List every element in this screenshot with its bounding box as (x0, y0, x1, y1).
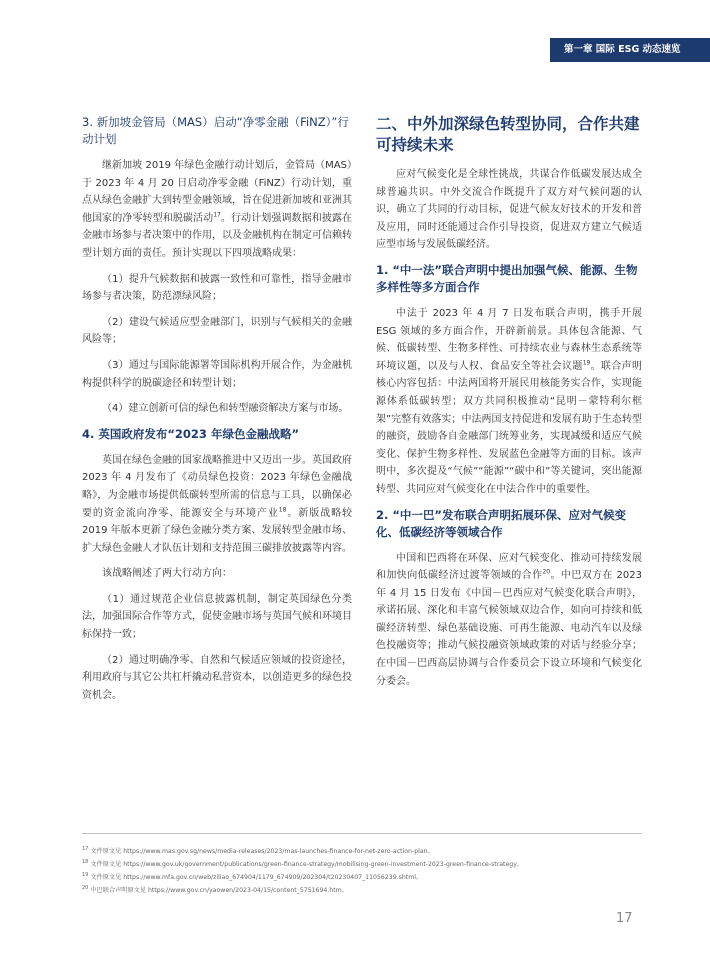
paragraph-uk-intro: 英国在绿色金融的国家战略推进中又迈出一步。英国政府 2023 年 4 月发布了《动员绿色投资：2023 年绿色金融战略》，为金融市场提供低碳转型所需的信息与工具，以确保必要的资金流向净零、能源安全与环境产业$^{18}$。新版战略较 2019 年版本更新了绿色金融分类方案、发展转型金融市场、扩大绿色金融人才队伍计划和支持范围三碳排放披露等内容。 (82, 454, 353, 554)
left-column (82, 114, 352, 712)
chapter-title: 第一章 国际 ESG 动态速览 (564, 44, 681, 55)
section-heading-china-brazil: 2. “中一巴”发布联合声明拓展环保、应对气候变化、低碳经济等领域合作 (376, 507, 626, 539)
section-heading-china-france: 1. “中一法”联合声明中提出加强气候、能源、生物多样性等多方面合作 (376, 262, 638, 294)
footnote-ref: 18 (278, 506, 287, 514)
direction-item-1: （1）通过规范企业信息披露机制，制定英国绿色分类法，加强国际合作等方式，促使金融市场与英国气候和环境目标保持一致； (82, 593, 352, 641)
paragraph-china-brazil: 中国和巴西将在环保、应对气候变化、推动可持续发展和加快向低碳经济过渡等领域的合作$^{20}$。中巴双方在 2023 年 4 月 15 日发布《中国－巴西应对气候变化联合声明》，承诺拓展、深化和丰富气候领域双边合作，如向可持续和低碳经济转型、绿色基础设施、可再生能源、电动汽车以及绿色投融资等；推动气候投融资领域政策的对话与经验分享；在中国－巴西高层协调与合作委员会下设立环境和气候变化分委会。 (376, 552, 642, 687)
paragraph-intro: 应对气候变化是全球性挑战，共谋合作低碳发展达成全球普遍共识。中外交流合作既提升了双方对气候问题的认识，确立了共同的行动目标，促进气候友好技术的开发和普及应用，同时还能通过合作引导投资，促进双方建立气候适应型市场与发展低碳经济。 (376, 169, 642, 251)
paragraph-china-france: 中法于 2023 年 4 月 7 日发布联合声明，携手开展 ESG 领域的多方面合作，开辟新前景。具体包含能源、气候、低碳转型、生物多样性、可持续农业与森林生态系统等环境议题，以及与人权、食品安全等社会议题$^{19}$。联合声明核心内容包括：中法两国将开展民用核能务实合作，实现能源体系低碳转型；双方共同积极推动“昆明－蒙特利尔框架”完整有效落实；中法两国支持促进和发展有助于生态转型的融资，鼓励各自金融部门统筹业务，实现减缓和适应气候变化、保护生物多样性、发展蓝色金融等方面的目标。该声明中，多次提及“气候”“能源”“碳中和”等关键词，突出能源转型、共同应对气候变化在中法合作中的重要性。 (376, 307, 643, 495)
footnote-ref: 17 (213, 211, 221, 219)
outcome-item-1: （1）提升气候数据和披露一致性和可靠性，指导金融市场参与者决策，防范漂绿风险； (82, 273, 352, 303)
footnotes (82, 845, 642, 897)
footnote: $^{17}$ 文件原文见 https://www.mas.gov.sg/news/media-releases/2023/mas-launches-finance-for-net-zero-action-plan。 (82, 845, 434, 855)
section-heading-mas: 3. 新加坡金管局（MAS）启动“净零金融（FiNZ）”行动计划 (82, 115, 349, 146)
outcome-item-3: （3）通过与国际能源署等国际机构开展合作，为金融机构提供科学的脱碳途径和转型计划； (82, 359, 352, 389)
chapter-header-tab (550, 38, 710, 62)
direction-item-2: （2）通过明确净零、自然和气候适应领域的投资途径，利用政府与其它公共杠杆撬动私营资本，以创造更多的绿色投资机会。 (82, 654, 352, 701)
page-number: 17 (616, 911, 633, 926)
footnote-ref: 20 (542, 568, 551, 576)
footnote: $^{19}$ 文件原文见 https://www.mfa.gov.cn/web/ziliao_674904/1179_674909/202304/t20230407_11056239.shtml。 (82, 871, 423, 881)
footnote: $^{20}$ 中巴联合声明原文见 https://www.gov.cn/yaowen/2023-04/15/content_5751694.htm。 (82, 884, 348, 894)
right-column (376, 114, 642, 698)
paragraph-uk-directions: 该战略阐述了两大行动方向： (102, 568, 232, 580)
paragraph-mas-intro: 继新加坡 2019 年绿色金融行动计划后，金管局（MAS）于 2023 年 4 月 20 日启动净零金融（FiNZ）行动计划，重点从绿色金融扩大到转型金融领域，旨在促进新加坡和亚洲其他国家的净零转型和脱碳活动$^{17}$。行动计划强调数据和披露在金融市场参与者决策中的作用，以及金融机构在制定可信赖转型计划方面的责任。预计实现以下四项战略成果： (82, 160, 353, 259)
footnote: $^{18}$ 文件原文见 https://www.gov.uk/government/publications/green-finance-strategy/mobilising-green-investment-2023-green-finance-strategy。 (82, 858, 524, 868)
main-heading: 二、中外加深绿色转型协同，合作共建可持续未来 (376, 115, 640, 154)
section-heading-uk: 4. 英国政府发布“2023 年绿色金融战略” (82, 426, 299, 441)
outcome-item-4: （4）建立创新可信的绿色和转型融资解决方案与市场。 (102, 403, 349, 415)
footnote-ref: 19 (582, 359, 591, 367)
footnote-divider (82, 833, 642, 834)
outcome-item-2: （2）建设气候适应型金融部门，识别与气候相关的金融风险等； (82, 316, 352, 346)
